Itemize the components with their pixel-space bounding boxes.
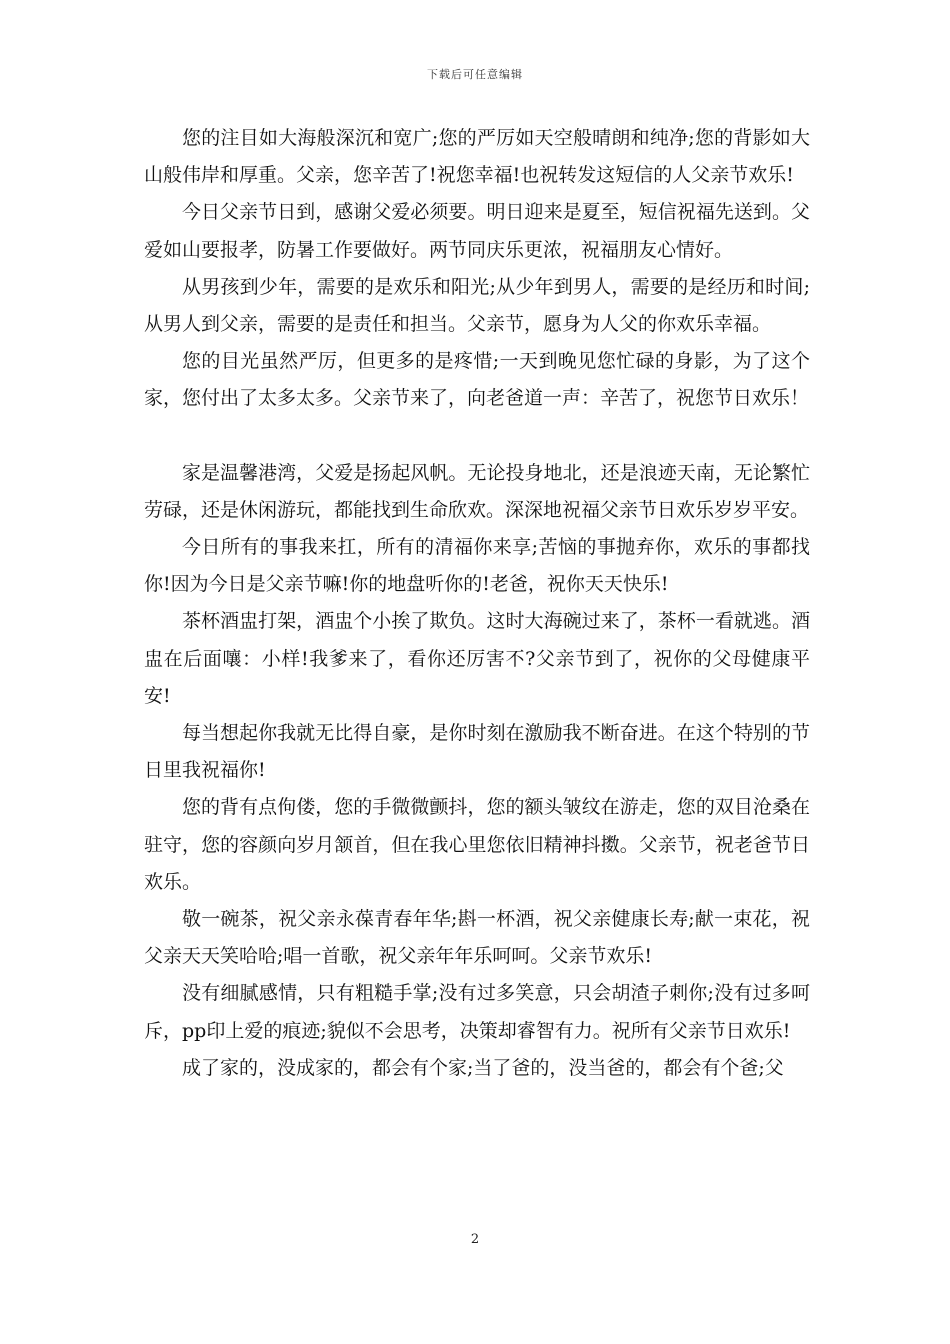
paragraph-8: 每当想起你我就无比得自豪，是你时刻在激励我不断奋进。在这个特别的节日里我祝福你! bbox=[144, 722, 810, 782]
paragraph-11: 没有细腻感情，只有粗糙手掌;没有过多笑意，只会胡渣子刺你;没有过多呵斥，pp印上爱的痕迹;貌似不会思考，决策却睿智有力。祝所有父亲节日欢乐! bbox=[144, 982, 810, 1042]
document-body bbox=[144, 120, 810, 1087]
paragraph-5: 家是温馨港湾，父爱是扬起风帆。无论投身地北，还是浪迹天南，无论繁忙劳碌，还是休闲游玩，都能找到生命欣欢。深深地祝福父亲节日欢乐岁岁平安。 bbox=[144, 461, 810, 521]
page-header-note: 下载后可任意编辑 bbox=[427, 68, 523, 81]
paragraph-10: 敬一碗茶，祝父亲永葆青春年华;斟一杯酒，祝父亲健康长寿;献一束花，祝父亲天天笑哈哈;唱一首歌，祝父亲年年乐呵呵。父亲节欢乐! bbox=[144, 908, 810, 968]
page-number: 2 bbox=[470, 1232, 480, 1247]
paragraph-9: 您的背有点佝偻，您的手微微颤抖，您的额头皱纹在游走，您的双目沧桑在驻守，您的容颜向岁月颔首，但在我心里您依旧精神抖擞。父亲节，祝老爸节日欢乐。 bbox=[144, 796, 810, 893]
paragraph-7: 茶杯酒盅打架，酒盅个小挨了欺负。这时大海碗过来了，茶杯一看就逃。酒盅在后面嚷：小样!我爹来了，看你还厉害不?父亲节到了，祝你的父母健康平安! bbox=[144, 610, 810, 707]
paragraph-4: 您的目光虽然严厉，但更多的是疼惜;一天到晚见您忙碌的身影，为了这个家，您付出了太多太多。父亲节来了，向老爸道一声：辛苦了，祝您节日欢乐！ bbox=[144, 350, 810, 410]
paragraph-3: 从男孩到少年，需要的是欢乐和阳光;从少年到男人，需要的是经历和时间;从男人到父亲，需要的是责任和担当。父亲节，愿身为人父的你欢乐幸福。 bbox=[144, 275, 810, 336]
paragraph-1: 您的注目如大海般深沉和宽广;您的严厉如天空般晴朗和纯净;您的背影如大山般伟岸和厚重。父亲，您辛苦了!祝您幸福!也祝转发这短信的人父亲节欢乐! bbox=[144, 127, 810, 187]
paragraph-12: 成了家的，没成家的，都会有个家;当了爸的，没当爸的，都会有个爸;父 bbox=[182, 1056, 784, 1079]
paragraph-2: 今日父亲节日到，感谢父爱必须要。明日迎来是夏至，短信祝福先送到。父爱如山要报孝，防暑工作要做好。两节同庆乐更浓，祝福朋友心情好。 bbox=[144, 201, 810, 261]
paragraph-6: 今日所有的事我来扛，所有的清福你来享;苦恼的事抛弃你，欢乐的事都找你!因为今日是父亲节嘛!你的地盘听你的!老爸，祝你天天快乐! bbox=[144, 536, 810, 596]
